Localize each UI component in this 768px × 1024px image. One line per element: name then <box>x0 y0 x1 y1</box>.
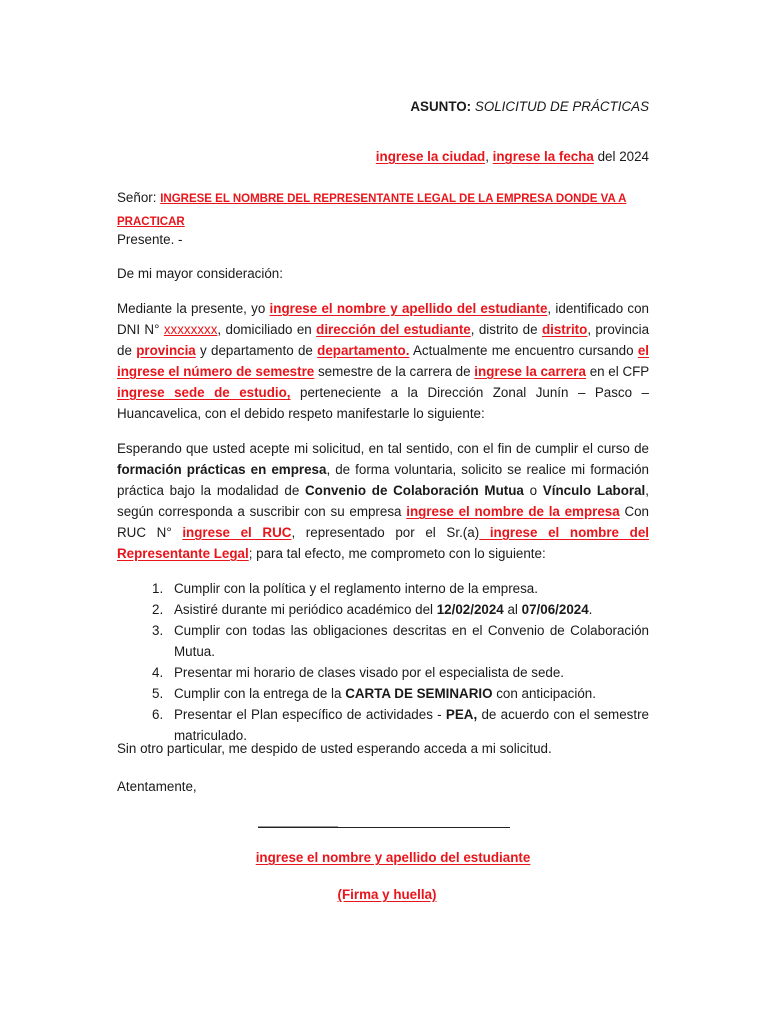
paragraph-request <box>117 438 649 564</box>
city-placeholder: ingrese la ciudad <box>375 149 486 164</box>
student-name-placeholder: ingrese el nombre y apellido del estudiante <box>269 301 548 316</box>
p2-text: , de forma voluntaria, solicito se realice mi formación práctica bajo la modalidad de <box>117 462 649 498</box>
p1-text: , distrito de <box>470 322 542 337</box>
start-date: 12/02/2024 <box>436 602 504 617</box>
p2-bold: formación prácticas en empresa <box>117 462 327 477</box>
company-placeholder: ingrese el nombre de la empresa <box>406 504 620 519</box>
dni-placeholder: xxxxxxxx <box>163 322 218 337</box>
list-text: Presentar mi horario de clases visado por el especialista de sede. <box>174 665 565 680</box>
province-placeholder: provincia <box>136 343 196 358</box>
list-text: Cumplir con la entrega de la <box>174 686 346 701</box>
p1-text: Mediante la presente, yo <box>117 301 270 316</box>
list-text: Presentar el Plan específico de actividades - <box>174 707 446 722</box>
p2-text: , representado por el Sr.(a) <box>291 525 480 540</box>
commitments-list <box>117 578 649 746</box>
date-line <box>117 146 649 167</box>
signoff-line: Atentamente, <box>117 779 197 794</box>
signature-note-text: (Firma y huella) <box>337 887 437 902</box>
p1-text: , identificado con DNI N° <box>117 301 649 337</box>
ruc-placeholder: ingrese el RUC <box>182 525 292 540</box>
p1-text: y departamento de <box>195 343 318 358</box>
subject-label: ASUNTO: <box>410 99 472 114</box>
list-text: con anticipación. <box>492 686 596 701</box>
semester-placeholder: el ingrese el número de semestre <box>117 343 650 379</box>
list-item <box>117 662 649 683</box>
closing-line: Sin otro particular, me despido de usted esperando acceda a mi solicitud. <box>117 741 552 756</box>
recipient-line <box>117 187 649 233</box>
list-item <box>117 620 649 662</box>
recipient-label: Señor: <box>117 190 161 205</box>
p1-text: , domiciliado en <box>217 322 317 337</box>
p1-text: Actualmente me encuentro cursando <box>409 343 638 358</box>
list-bold: CARTA DE SEMINARIO <box>345 686 493 701</box>
signature-name <box>117 847 669 868</box>
p2-text: Con RUC N° <box>117 504 650 540</box>
list-number: 5. <box>152 686 164 701</box>
date-placeholder: ingrese la fecha <box>492 149 594 164</box>
p2-bold: Convenio de Colaboración Mutua <box>305 483 524 498</box>
list-text: Asistiré durante mi periódico académico del <box>174 602 437 617</box>
signature-note <box>117 884 657 905</box>
p2-text: , según corresponda a suscribir con su empresa <box>117 483 649 519</box>
p2-text: ; para tal efecto, me comprometo con lo siguiente: <box>248 546 546 561</box>
signature-line <box>258 827 510 828</box>
p1-text: perteneciente a la Dirección Zonal Junín – Pasco – Huancavelica, con el debido respeto manifestarle lo siguiente: <box>117 385 649 421</box>
list-number: 1. <box>152 581 164 596</box>
subject-value: SOLICITUD DE PRÁCTICAS <box>474 99 649 114</box>
recipient-placeholder: INGRESE EL NOMBRE DEL REPRESENTANTE LEGAL DE LA EMPRESA DONDE VA A PRACTICAR <box>117 193 627 228</box>
p2-text: Esperando que usted acepte mi solicitud, en tal sentido, con el fin de cumplir el curso de <box>117 441 649 456</box>
list-number: 3. <box>152 623 164 638</box>
presente-line: Presente. - <box>117 232 183 247</box>
list-item <box>117 578 649 599</box>
district-placeholder: distrito <box>541 322 588 337</box>
list-text: Cumplir con todas las obligaciones descritas en el Convenio de Colaboración Mutua. <box>174 623 649 659</box>
paragraph-identification <box>117 298 649 424</box>
signature-name-placeholder: ingrese el nombre y apellido del estudiante <box>255 850 531 865</box>
subject-line <box>117 96 649 117</box>
date-year: del 2024 <box>593 149 649 164</box>
list-number: 2. <box>152 602 164 617</box>
list-text: de acuerdo con el semestre matriculado. <box>174 707 649 743</box>
department-placeholder: departamento. <box>317 343 410 358</box>
date-separator: , <box>485 149 493 164</box>
greeting-line: De mi mayor consideración: <box>117 266 283 281</box>
p1-text: en el CFP <box>585 364 649 379</box>
list-text: Cumplir con la política y el reglamento interno de la empresa. <box>174 581 538 596</box>
campus-placeholder: ingrese sede de estudio, <box>117 385 291 400</box>
list-number: 6. <box>152 707 164 722</box>
p2-text: o <box>523 483 543 498</box>
representative-placeholder: ingrese el nombre del Representante Legal <box>117 525 649 561</box>
list-item <box>117 683 649 704</box>
list-text: . <box>588 602 593 617</box>
list-text: al <box>503 602 522 617</box>
career-placeholder: ingrese la carrera <box>474 364 586 379</box>
list-bold: PEA, <box>445 707 478 722</box>
address-placeholder: dirección del estudiante <box>316 322 471 337</box>
p1-text: semestre de la carrera de <box>314 364 475 379</box>
list-number: 4. <box>152 665 164 680</box>
p2-bold: Vínculo Laboral <box>542 483 646 498</box>
p1-text: , provincia de <box>117 322 650 358</box>
end-date: 07/06/2024 <box>521 602 589 617</box>
list-item <box>117 599 649 620</box>
